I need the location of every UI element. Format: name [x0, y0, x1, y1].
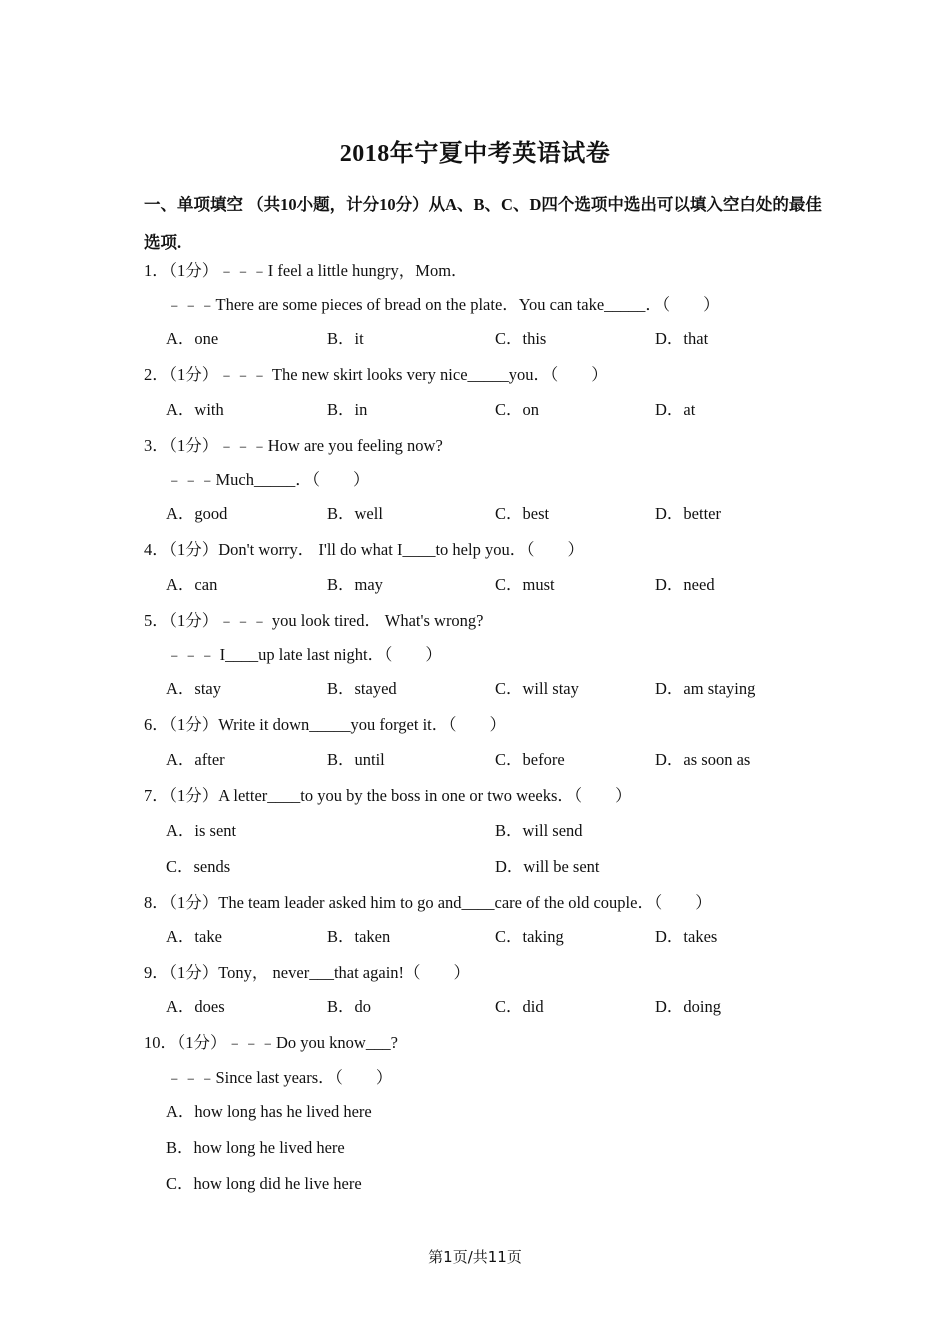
q1-option-d: D．that — [655, 329, 709, 348]
q3-option-b: B．well — [327, 504, 383, 523]
q3-option-a: A．good — [166, 504, 228, 523]
q4-option-c: C．must — [495, 575, 555, 594]
q9-option-b: B．do — [327, 997, 372, 1016]
section-heading: 一、单项填空 （共10小题，计分10分）从A、B、C、D四个选项中选出可以填入空白处的最佳选项. — [144, 195, 822, 252]
q8-option-d: D．takes — [655, 927, 718, 946]
question-1-stem: 1．（1分）﹣﹣﹣I feel a little hungry，Mom． — [144, 261, 468, 280]
question-4-stem: 4．（1分）Don't worry． I'll do what I____to help you．（ ） — [144, 540, 584, 559]
q6-option-c: C．before — [495, 750, 565, 769]
q3-option-c: C．best — [495, 504, 550, 523]
q5-option-b: B．stayed — [327, 679, 397, 698]
question-1-line-2: ﹣﹣﹣There are some pieces of bread on the plate．You can take_____．（ ） — [166, 295, 720, 314]
q9-option-d: D．doing — [655, 997, 721, 1016]
q10-option-c: C．how long did he live here — [166, 1174, 362, 1193]
q4-option-b: B．may — [327, 575, 383, 594]
q5-option-a: A．stay — [166, 679, 221, 698]
q10-option-b: B．how long he lived here — [166, 1138, 345, 1157]
q2-option-b: B．in — [327, 400, 368, 419]
q6-option-b: B．until — [327, 750, 385, 769]
q2-option-a: A．with — [166, 400, 224, 419]
q10-option-a: A．how long has he lived here — [166, 1102, 372, 1121]
q7-option-c: C．sends — [166, 857, 231, 876]
q2-option-c: C．on — [495, 400, 540, 419]
q1-option-a: A．one — [166, 329, 219, 348]
page-footer: 第1页/共11页 — [428, 1248, 522, 1266]
q9-option-a: A．does — [166, 997, 225, 1016]
q6-option-d: D．as soon as — [655, 750, 751, 769]
question-5-stem: 5．（1分）﹣﹣﹣ you look tired． What's wrong? — [144, 611, 484, 630]
question-6-stem: 6．（1分）Write it down_____you forget it．（ ） — [144, 715, 507, 734]
q6-option-a: A．after — [166, 750, 225, 769]
question-3-line-2: ﹣﹣﹣Much_____．（ ） — [166, 470, 370, 489]
q4-option-d: D．need — [655, 575, 715, 594]
q5-option-c: C．will stay — [495, 679, 579, 698]
question-5-line-2: ﹣﹣﹣ I____up late last night．（ ） — [166, 645, 442, 664]
q7-option-a: A．is sent — [166, 821, 237, 840]
question-10-line-2: ﹣﹣﹣Since last years．（ ） — [166, 1068, 393, 1087]
q5-option-d: D．am staying — [655, 679, 756, 698]
question-10-stem: 10．（1分）﹣﹣﹣Do you know___? — [144, 1033, 398, 1052]
question-9-stem: 9．（1分）Tony， never___that again!（ ） — [144, 963, 471, 982]
q1-option-b: B．it — [327, 329, 364, 348]
q9-option-c: C．did — [495, 997, 544, 1016]
question-7-stem: 7．（1分）A letter____to you by the boss in one or two weeks．（ ） — [144, 786, 632, 805]
q7-option-d: D．will be sent — [495, 857, 600, 876]
q3-option-d: D．better — [655, 504, 721, 523]
q2-option-d: D．at — [655, 400, 696, 419]
q7-option-b: B．will send — [495, 821, 583, 840]
question-8-stem: 8．（1分）The team leader asked him to go and____care of the old couple．（ ） — [144, 893, 712, 912]
q8-option-b: B．taken — [327, 927, 391, 946]
q8-option-a: A．take — [166, 927, 222, 946]
q4-option-a: A．can — [166, 575, 218, 594]
question-2-stem: 2．（1分）﹣﹣﹣ The new skirt looks very nice_____you．（ ） — [144, 365, 608, 384]
page-title: 2018年宁夏中考英语试卷 — [339, 141, 611, 167]
q8-option-c: C．taking — [495, 927, 564, 946]
q1-option-c: C．this — [495, 329, 547, 348]
question-3-stem: 3．（1分）﹣﹣﹣How are you feeling now? — [144, 436, 443, 455]
